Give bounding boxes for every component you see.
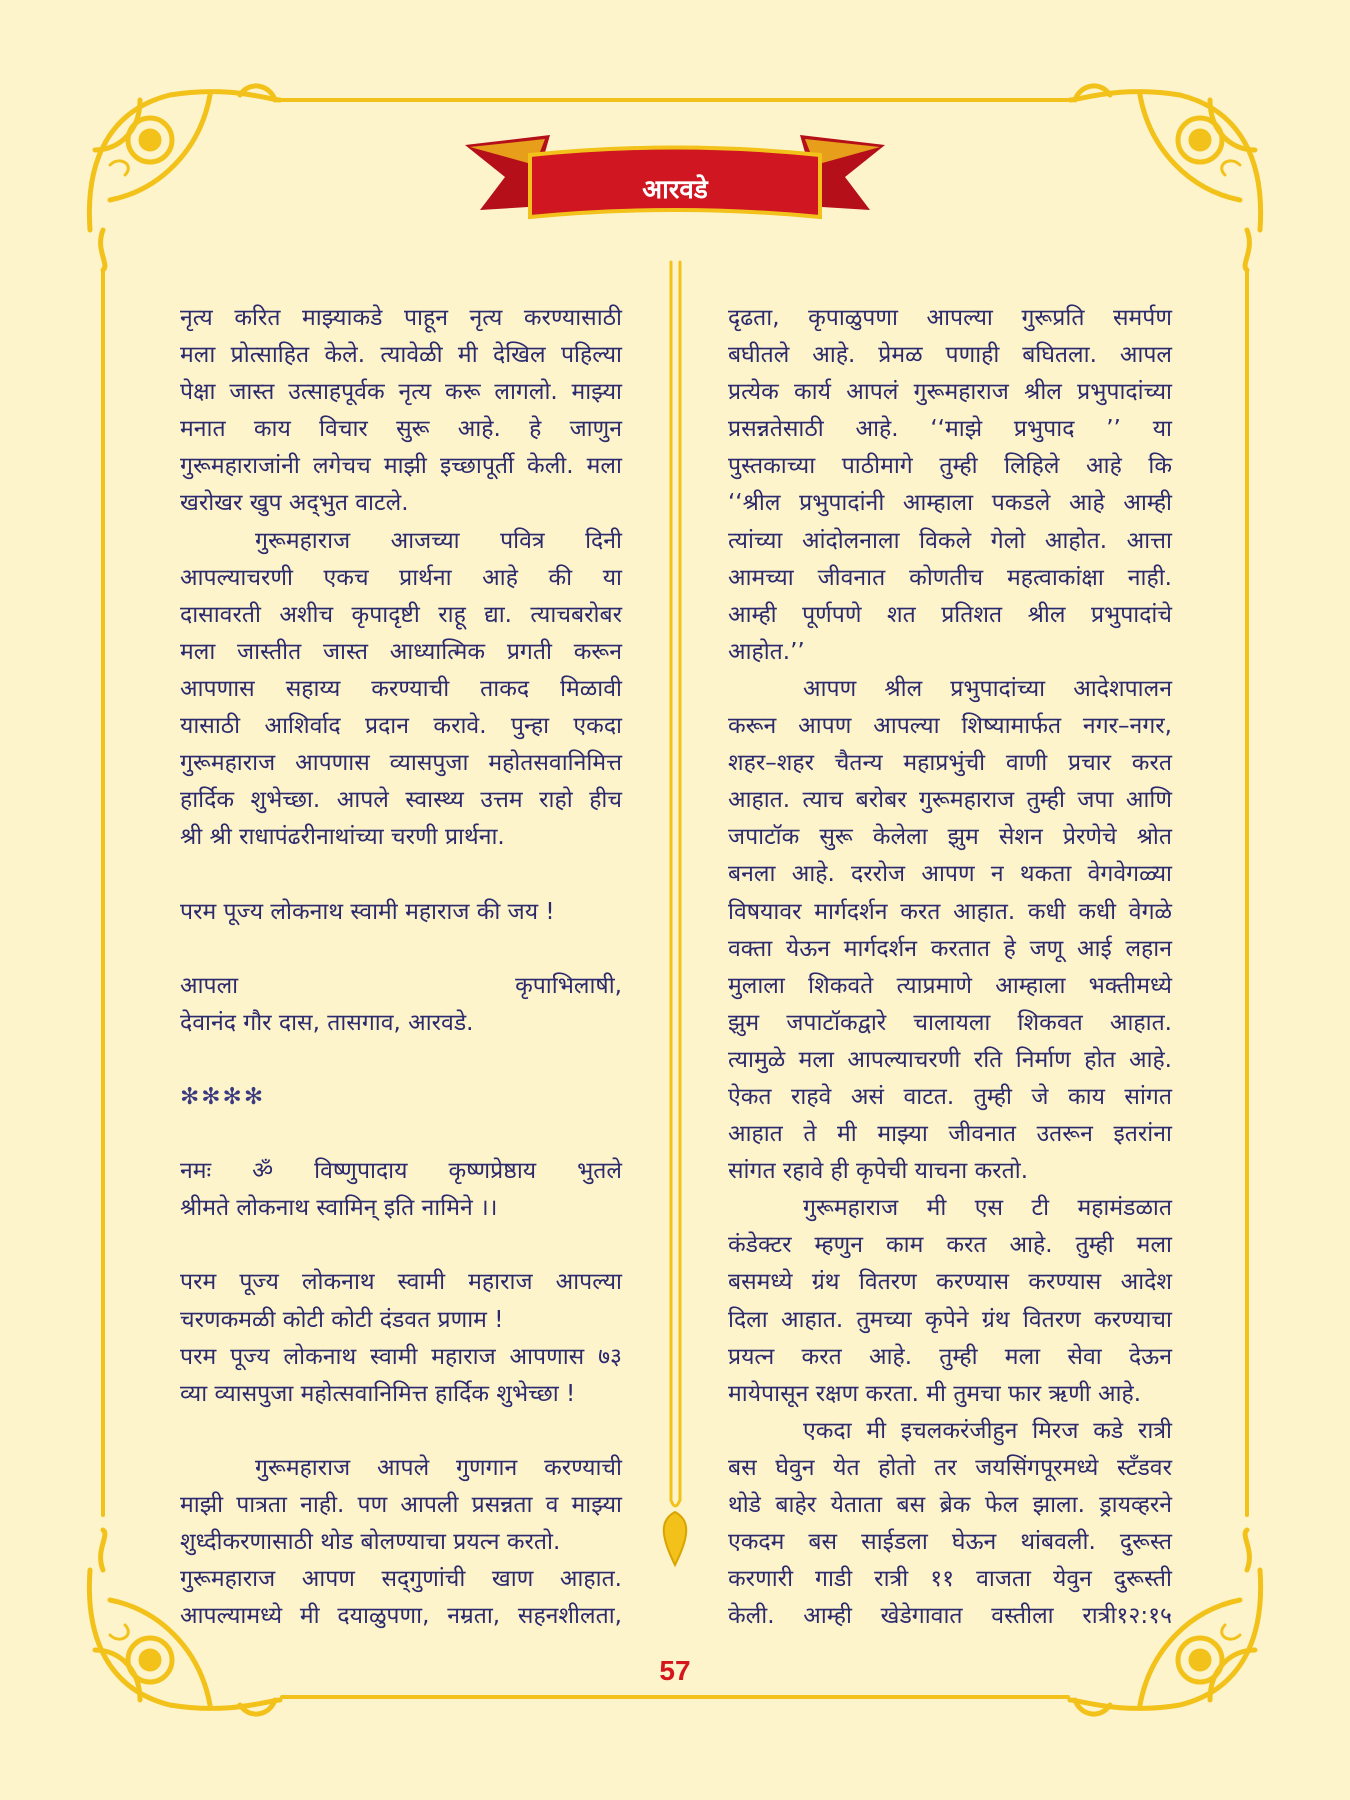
text-line: पेक्षा जास्त उत्साहपूर्वक नृत्य करू लागलो. माझ्या (180, 379, 622, 406)
text-line: गुरूमहाराज आपले गुणगान करण्याची (255, 1454, 622, 1481)
text-line: शहर–शहर चैतन्य महाप्रभुंची वाणी प्रचार करत (728, 750, 1172, 777)
text-line: थोडे बाहेर येताता बस ब्रेक फेल झाला. ड्रायव्हरने (728, 1492, 1172, 1518)
text-line: श्रीमते लोकनाथ स्वामिन् इति नामिने ।। (180, 1195, 498, 1222)
text-line: नृत्य करित माझ्याकडे पाहून नृत्य करण्यासाठी (180, 305, 622, 331)
text-line: प्रत्येक कार्य आपलं गुरूमहाराज श्रील प्रभुपादांच्या (728, 379, 1172, 406)
text-line: परम पूज्य लोकनाथ स्वामी महाराज आपल्या (180, 1269, 622, 1296)
text-line: वक्ता येऊन मार्गदर्शन करतात हे जणू आई लहान (728, 935, 1172, 962)
text-line: त्यामुळे मला आपल्याचरणी रति निर्माण होत आहे. (728, 1046, 1172, 1073)
text-line: प्रसन्नतेसाठी आहे. ‘‘माझे प्रभुपाद ’’ या (728, 416, 1172, 443)
text-line: कंडेक्टर म्हणुन काम करत आहे. तुम्ही मला (728, 1232, 1172, 1259)
blank-line (180, 1413, 622, 1450)
text-line: परम पूज्य लोकनाथ स्वामी महाराज आपणास ७३ (180, 1343, 622, 1370)
text-line: आहात. त्याच बरोबर गुरूमहाराज तुम्ही जपा आणि (728, 787, 1172, 814)
text-line: एकदा मी इचलकरंजीहुन मिरज कडे रात्री (803, 1417, 1172, 1444)
text-line: आपणास सहाय्य करण्याची ताकद मिळावी (180, 675, 622, 702)
text-line: आपला कृपाभिलाषी, (180, 972, 622, 999)
text-line: आपण श्रील प्रभुपादांच्या आदेशपालन (803, 675, 1172, 702)
corner-ornament-icon (89, 86, 280, 270)
blank-line (180, 931, 622, 968)
text-line: एकदम बस साईडला घेऊन थांबवली. दुरूस्त (728, 1529, 1172, 1556)
text-line: करणारी गाडी रात्री ११ वाजता येवुन दुरूस्ती (728, 1566, 1172, 1593)
text-line: यासाठी आशिर्वाद प्रदान करावे. पुन्हा एकदा (180, 713, 622, 740)
text-line: आहात ते मी माझ्या जीवनात उतरून इतरांना (728, 1121, 1172, 1148)
text-line: झुम जपाटॉकद्वारे चालायला शिकवत आहात. (728, 1009, 1172, 1036)
text-line: खरोखर खुप अद्‌भुत वाटले. (180, 490, 409, 517)
text-line: देवानंद गौर दास, तासगाव, आरवडे. (180, 1009, 474, 1036)
text-line: आपल्याचरणी एकच प्रार्थना आहे की या (180, 564, 622, 591)
text-line: मायेपासून रक्षण करता. मी तुमचा फार ऋणी आहे. (728, 1380, 1142, 1407)
text-line: गुरूमहाराज आजच्या पवित्र दिनी (255, 527, 622, 554)
blank-line (180, 856, 622, 893)
text-line: प्रयत्न करत आहे. तुम्ही मला सेवा देऊन (728, 1343, 1172, 1370)
page-title: आरवडे (642, 175, 708, 205)
right-text-column (728, 300, 1172, 1635)
text-line: आपल्यामध्ये मी दयाळुपणा, नम्रता, सहनशीलता, (180, 1603, 622, 1630)
text-line: विषयावर मार्गदर्शन करत आहात. कधी कधी वेगळे (728, 898, 1172, 925)
corner-ornament-icon (1070, 86, 1261, 270)
text-line: दिला आहात. तुमच्या कृपेने ग्रंथ वितरण करण्याचा (728, 1306, 1172, 1333)
text-line: ऐकत राहवे असं वाटत. तुम्ही जे काय सांगत (728, 1083, 1172, 1110)
text-line: ✻✻✻✻ (180, 1083, 266, 1110)
text-line: सांगत रहावे ही कृपेची याचना करतो. (728, 1158, 1029, 1185)
text-line: दृढता, कृपाळुपणा आपल्या गुरूप्रति समर्पण (728, 305, 1172, 331)
text-line: आमच्या जीवनात कोणतीच महत्वाकांक्षा नाही. (728, 564, 1172, 591)
text-line: शुध्दीकरणासाठी थोड बोलण्याचा प्रयत्न करतो. (180, 1529, 561, 1556)
text-line: गुरूमहाराज आपण सद्‌गुणांची खाण आहात. (180, 1566, 622, 1593)
text-line: परम पूज्य लोकनाथ स्वामी महाराज की जय ! (180, 898, 555, 925)
text-line: मला जास्तीत जास्त आध्यात्मिक प्रगती करून (180, 638, 622, 665)
text-line: ‘‘श्रील प्रभुपादांनी आम्हाला पकडले आहे आम्ही (728, 490, 1172, 517)
text-line: बघीतले आहे. प्रेमळ पणाही बघितला. आपल (728, 342, 1172, 369)
text-line: जपाटॉक सुरू केलेला झुम सेशन प्रेरणेचे श्रोत (728, 824, 1172, 851)
text-line: करून आपण आपल्या शिष्यामार्फत नगर–नगर, (728, 713, 1172, 740)
page-number: 57 (659, 1655, 691, 1686)
text-line: त्यांच्या आंदोलनाला विकले गेलो आहोत. आत्ता (728, 527, 1172, 554)
text-line: मुलाला शिकवते त्याप्रमाणे आम्हाला भक्तीमध्ये (728, 972, 1172, 999)
text-line: चरणकमळी कोटी कोटी दंडवत प्रणाम ! (180, 1306, 504, 1333)
text-line: गुरूमहाराजांनी लगेचच माझी इच्छापूर्ती केली. मला (180, 453, 622, 480)
text-line: नमः ॐ विष्णुपादाय कृष्णप्रेष्ठाय भुतले (180, 1158, 622, 1185)
text-line: बस घेवुन येत होतो तर जयसिंगपूरमध्ये स्टँडवर (728, 1454, 1172, 1481)
blank-line (180, 1227, 622, 1264)
blank-line (180, 1116, 622, 1153)
text-line: व्या व्यासपुजा महोत्सवानिमित्त हार्दिक शुभेच्छा ! (180, 1380, 576, 1407)
text-line: मला प्रोत्साहित केले. त्यावेळी मी देखिल पहिल्या (180, 342, 622, 369)
text-line: माझी पात्रता नाही. पण आपली प्रसन्नता व माझ्या (180, 1492, 622, 1518)
left-text-column (180, 300, 622, 1635)
text-line: श्री श्री राधापंढरीनाथांच्या चरणी प्रार्थना. (180, 824, 505, 851)
text-line: पुस्तकाच्या पाठीमागे तुम्ही लिहिले आहे कि (728, 453, 1172, 480)
text-line: केली. आम्ही खेडेगावात वस्तीला रात्री१२:१५ (728, 1603, 1172, 1630)
text-line: मनात काय विचार सुरू आहे. हे जाणुन (180, 416, 622, 443)
text-line: गुरूमहाराज आपणास व्यासपुजा महोतसवानिमित्त (180, 750, 622, 777)
text-line: गुरूमहाराज मी एस टी महामंडळात (803, 1195, 1172, 1222)
text-line: आम्ही पूर्णपणे शत प्रतिशत श्रील प्रभुपादांचे (728, 601, 1172, 628)
text-line: हार्दिक शुभेच्छा. आपले स्वास्थ्य उत्तम राहो हीच (180, 787, 622, 814)
text-line: बसमध्ये ग्रंथ वितरण करण्यास करण्यास आदेश (728, 1269, 1172, 1296)
text-line: बनला आहे. दररोज आपण न थकता वेगवेगळ्या (728, 861, 1172, 888)
blank-line (180, 1042, 622, 1079)
divider-pendant-icon (664, 1512, 687, 1565)
text-line: दासावरती अशीच कृपादृष्टी राहू द्या. त्याचबरोबर (180, 601, 622, 628)
text-line: आहोत.’’ (728, 638, 805, 665)
